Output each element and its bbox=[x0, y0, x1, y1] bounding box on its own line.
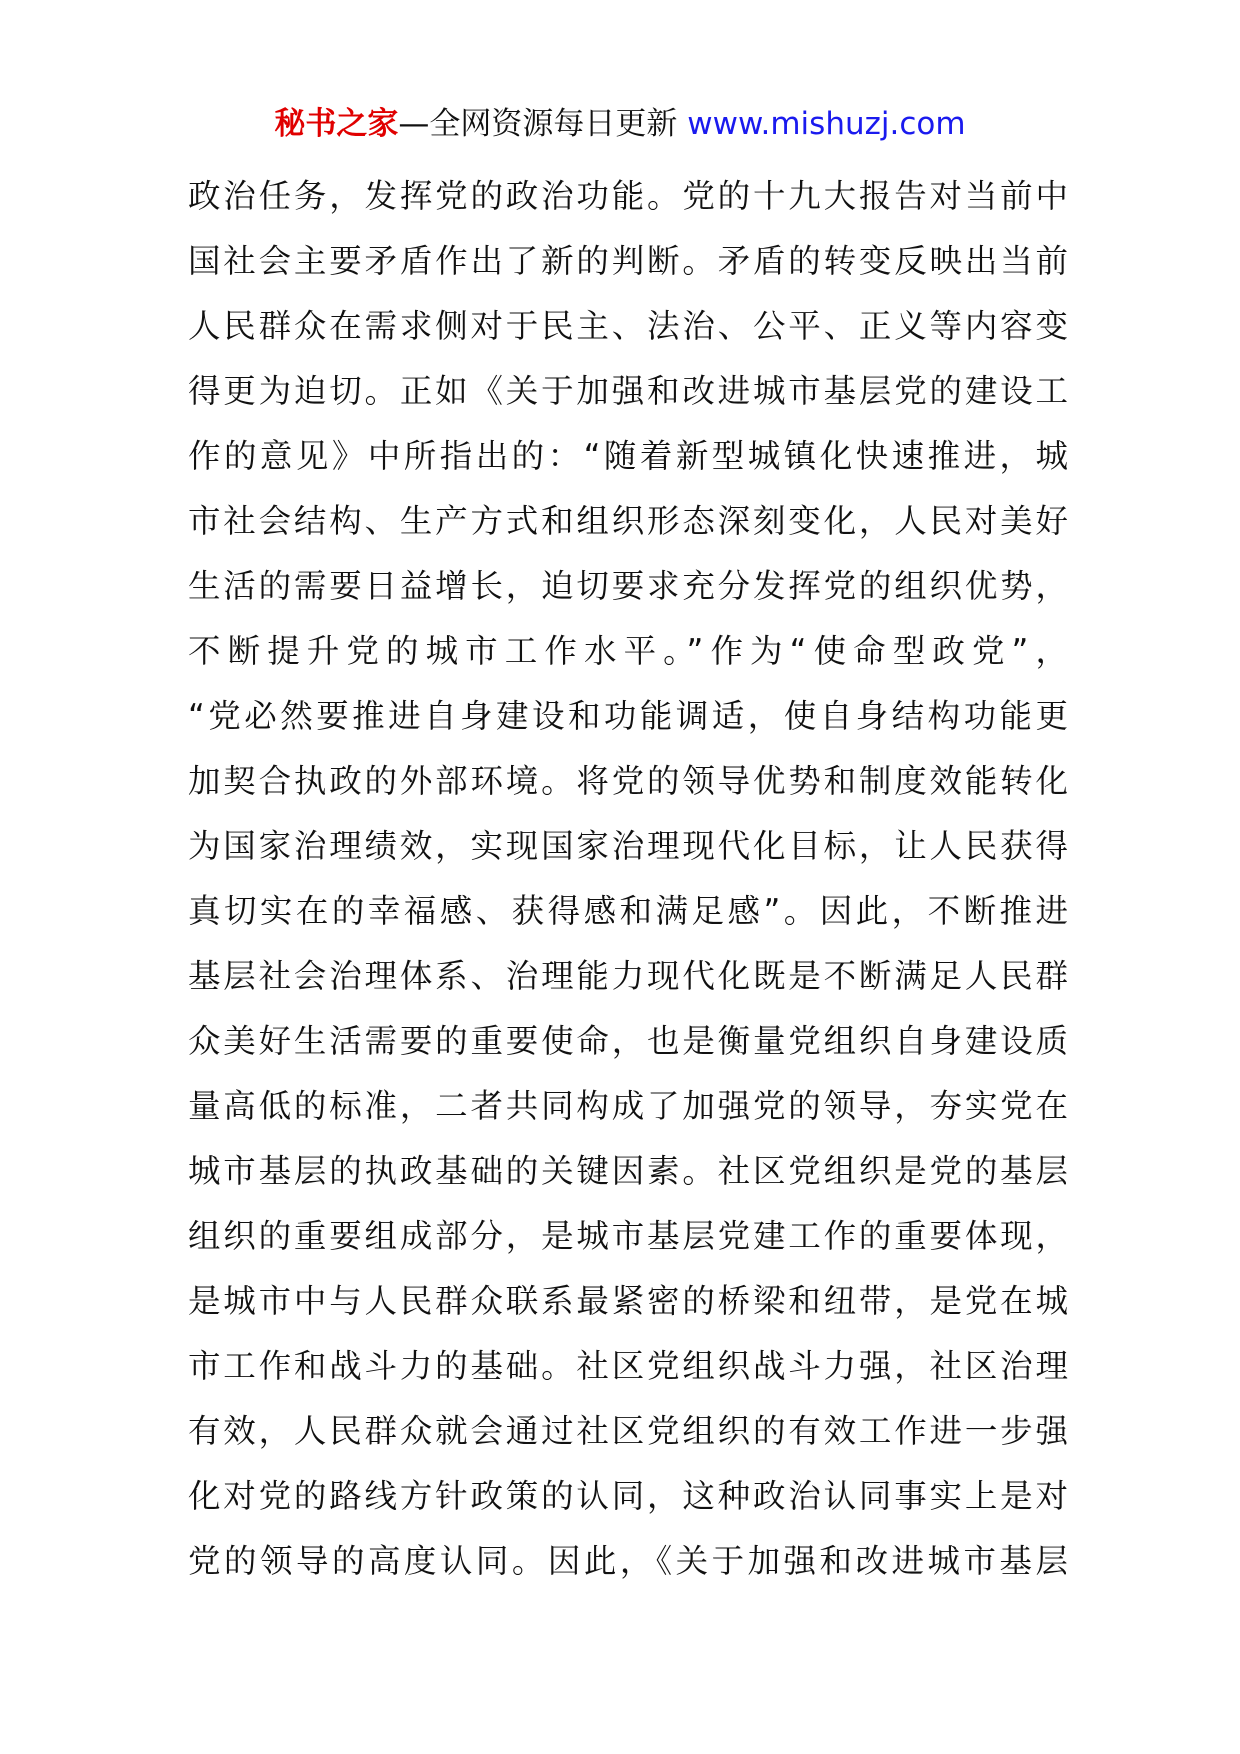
body-line: 市工作和战斗力的基础。社区党组织战斗力强，社区治理 bbox=[188, 1347, 1068, 1385]
brand-name: 秘书之家 bbox=[274, 106, 399, 142]
body-line: 真切实在的幸福感、获得感和满足感”。因此，不断推进 bbox=[188, 892, 1068, 930]
body-line: 量高低的标准，二者共同构成了加强党的领导，夯实党在 bbox=[188, 1087, 1068, 1125]
body-line: 基层社会治理体系、治理能力现代化既是不断满足人民群 bbox=[188, 957, 1068, 995]
body-line: 得更为迫切。正如《关于加强和改进城市基层党的建设工 bbox=[188, 372, 1068, 410]
header-slogan: —全网资源每日更新 bbox=[398, 106, 678, 142]
body-line: 党的领导的高度认同。因此，《关于加强和改进城市基层 bbox=[188, 1542, 1068, 1580]
body-line: 是城市中与人民群众联系最紧密的桥梁和纽带，是党在城 bbox=[188, 1282, 1068, 1320]
body-line: 市社会结构、生产方式和组织形态深刻变化，人民对美好 bbox=[188, 502, 1068, 540]
body-line: 组织的重要组成部分，是城市基层党建工作的重要体现， bbox=[188, 1217, 1068, 1255]
body-line: 不断提升党的城市工作水平。”作为“使命型政党”， bbox=[188, 632, 1068, 670]
body-line: 人民群众在需求侧对于民主、法治、公平、正义等内容变 bbox=[188, 307, 1068, 345]
body-line: 作的意见》中所指出的：“随着新型城镇化快速推进，城 bbox=[188, 437, 1068, 475]
body-line: 生活的需要日益增长，迫切要求充分发挥党的组织优势， bbox=[188, 567, 1068, 605]
page-header bbox=[0, 100, 1240, 148]
body-line: 政治任务，发挥党的政治功能。党的十九大报告对当前中 bbox=[188, 177, 1068, 215]
body-line: 有效，人民群众就会通过社区党组织的有效工作进一步强 bbox=[188, 1412, 1068, 1450]
body-line: 化对党的路线方针政策的认同，这种政治认同事实上是对 bbox=[188, 1477, 1068, 1515]
body-line: 为国家治理绩效，实现国家治理现代化目标，让人民获得 bbox=[188, 827, 1068, 865]
body-line: 国社会主要矛盾作出了新的判断。矛盾的转变反映出当前 bbox=[188, 242, 1068, 280]
website-link[interactable]: www.mishuzj.com bbox=[687, 106, 966, 142]
document-body bbox=[188, 164, 1068, 1594]
body-line: 城市基层的执政基础的关键因素。社区党组织是党的基层 bbox=[188, 1152, 1068, 1190]
body-line: 众美好生活需要的重要使命，也是衡量党组织自身建设质 bbox=[188, 1022, 1068, 1060]
body-line: “党必然要推进自身建设和功能调适，使自身结构功能更 bbox=[188, 697, 1068, 735]
body-line: 加契合执政的外部环境。将党的领导优势和制度效能转化 bbox=[188, 762, 1068, 800]
